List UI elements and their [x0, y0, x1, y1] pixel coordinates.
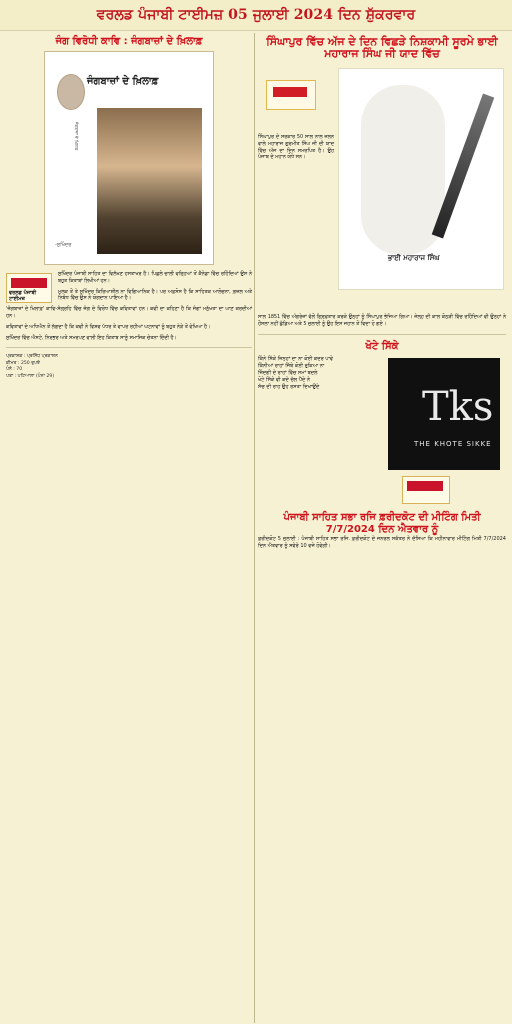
publication-badge — [6, 273, 52, 303]
poem-line: ਖੋਟੇ ਸਿੱਕੇ ਵੀ ਕਦੇ ਚੱਲ ਪੈਂਦੇ ਨੇ — [258, 376, 311, 383]
right-column — [258, 33, 506, 550]
khote-title: THE KHOTE SIKKE — [414, 439, 492, 448]
paragraph: ਕਵਿਤਾਵਾਂ ਦੇ ਅਧਿਐਨ ਤੋਂ ਲੱਗਦਾ ਹੈ ਕਿ ਕਵੀ ਨੇ ਵਿਸ਼ਵ ਪੱਧਰ ਤੇ ਵਾਪਰ ਰਹੀਆਂ ਘਟਨਾਵਾਂ ਨੂੰ ਬਹੁਤ ਨੇੜੇ ਤੋਂ ਵੇਖਿਆ ਹੈ। — [6, 323, 211, 330]
war-image — [97, 108, 202, 254]
publication-details — [6, 354, 252, 380]
paragraph: 'ਜੰਗਬਾਜ਼ਾਂ ਦੇ ਖ਼ਿਲਾਫ਼' ਕਾਵਿ-ਸੰਗ੍ਰਹਿ ਵਿੱਚ ਜੰਗ ਦੇ ਵਿਰੋਧ ਵਿੱਚ ਕਵਿਤਾਵਾਂ ਹਨ। ਕਵੀ ਦਾ ਕਹਿਣਾ ਹੈ ਕਿ ਜੰਗਾਂ ਮਨੁੱਖਤਾ ਦਾ ਘਾਣ ਕਰਦੀਆਂ ਹਨ। — [6, 306, 252, 319]
book-spine: ਜੰਗਬਾਜ਼ਾਂ ਦੇ ਖ਼ਿਲਾਫ਼ — [74, 122, 79, 151]
detail-line: ਪ੍ਰਕਾਸ਼ਕ : ਪ੍ਰਸਿੱਧ ਪ੍ਰਕਾਸ਼ਨ — [6, 354, 58, 360]
poem-line: ਕਿੰਨੇ ਸਿੱਕੇ ਜਿਨ੍ਹਾਂ ਦਾ ਨਾ ਕੋਈ ਕਦਰ ਪਾਵੇ — [258, 355, 334, 362]
right-heading: ਸਿੰਘਾਪੁਰ ਵਿੱਚ ਅੱਜ ਦੇ ਦਿਨ ਵਿਛੜੇ ਨਿਸ਼ਕਾਮੀ ਸੂਰਮੇ ਭਾਈ ਮਹਾਰਾਜ ਸਿੰਘ ਜੀ ਯਾਦ ਵਿੱਚ — [266, 35, 498, 60]
badge-text: ਵਰਲਡ ਪੰਜਾਬੀ ਟਾਈਮਜ਼ — [9, 290, 37, 302]
paragraph: ਸੁਖਿੰਦਰ ਵਿੱਚ ਐਸਟੇ, ਨਿਰਭਰ ਅਤੇ ਸਮਰਪਣ ਵਾਲੀ ਇਹ ਕਿਤਾਬ ਸਾਨੂੰ ਸਮਾਜਿਕ ਚੇਤਨਾ ਦਿੰਦੀ ਹੈ। — [6, 334, 177, 341]
detail-line: ਪੰਨੇ : 70 — [6, 367, 23, 373]
masthead-title: ਵਰਲਡ ਪੰਜਾਬੀ ਟਾਈਮਜ਼ 05 ਜੁਲਾਈ 2024 ਦਿਨ ਸ਼ੁੱਕਰਵਾਰ — [96, 7, 416, 23]
left-column — [6, 33, 252, 380]
divider — [6, 347, 252, 348]
detail-line: ਪਤਾ : ਪਟਿਆਲਾ (ਪੰਨਾ 29) — [6, 373, 54, 379]
left-heading: ਜੰਗ ਵਿਰੋਧੀ ਕਾਵਿ : ਜੰਗਬਾਜ਼ਾਂ ਦੇ ਖ਼ਿਲਾਫ਼ — [55, 36, 203, 47]
hero-badge-inner — [273, 87, 307, 97]
author-photo — [57, 74, 85, 110]
khote-mark: Tks — [422, 383, 494, 430]
paragraph: ਸੁਖਿੰਦਰ ਪੰਜਾਬੀ ਸਾਹਿਤ ਦਾ ਵਿਲੱਖਣ ਹਸਤਾਖਰ ਹੈ। ਪਿਛਲੇ ਚਾਲੀ ਵਰ੍ਹਿਆਂ ਤੋਂ ਕੈਨੇਡਾ ਵਿੱਚ ਰਹਿੰਦਿਆਂ ਉਸ ਨੇ ਬਹੁਤ ਕਿਤਾਬਾਂ ਲਿਖੀਆਂ ਹਨ। — [58, 271, 252, 284]
hero-section — [258, 64, 506, 314]
faridkot-meeting-text: ਫ਼ਰੀਦਕੋਟ 5 ਜੁਲਾਈ : ਪੰਜਾਬੀ ਸਾਹਿਤ ਸਭਾ ਰਜਿ. ਫ਼ਰੀਦਕੋਟ ਦੇ ਜਨਰਲ ਸਕੱਤਰ ਨੇ ਦੱਸਿਆ ਕਿ ਮਹੀਨਾਵਾਰ ਮੀਟਿੰਗ ਮਿਤੀ 7/7/2024 ਦਿਨ ਐਤਵਾਰ ਨੂੰ ਸਵੇਰੇ 10 ਵਜੇ ਹੋਵੇਗੀ। — [258, 535, 506, 549]
badge-red-block — [11, 278, 47, 288]
poem-line: ਜ਼ਿੰਦਗੀ ਦੇ ਰਾਹਾਂ ਵਿੱਚ ਸਮਾਂ ਬਦਲੇ — [258, 369, 318, 376]
column-divider — [254, 33, 255, 1023]
detail-line: ਕੀਮਤ : 250 ਰੁਪਏ — [6, 360, 41, 366]
portrait-name: ਭਾਈ ਮਹਾਰਾਜ ਸਿੰਘ — [388, 254, 440, 262]
poem-line: ਸੱਚ ਦੀ ਰਾਹ ਉਹ ਰਸਤਾ ਦਿਖਾਉਂਦੇ — [258, 383, 320, 390]
section-khote-title: ਖੋਟੇ ਸਿੱਕੇ — [365, 340, 399, 352]
book-cover — [44, 51, 214, 265]
khote-sikke-logo — [388, 358, 500, 470]
paragraph: ਮੁਲਕ ਤੋਂ ਤੇ ਸੁਖਿੰਦਰ ਕਿਰਿਆਸ਼ੀਲ ਨਾ ਵਿਗਿਆਨਿਕ ਹੈ। ਪਰ ਅਫ਼ਸੋਸ ਹੈ ਕਿ ਸਾਹਿਤਕ ਆਲੋਚਨਾ, ਗ਼ਜ਼ਲ ਅਤੇ ਨਿਬੰਧ ਵਿੱਚ ਉਸ ਨੇ ਯੋਗਦਾਨ ਪਾਇਆ ਹੈ। — [58, 288, 252, 302]
poem-line: ਕਿੰਨੀਆਂ ਰਾਹਾਂ ਜਿੱਥੇ ਕੋਈ ਰੁਕਿਆ ਨਾ — [258, 362, 325, 369]
right-article: ਸਾਲ 1851 ਵਿੱਚ ਅੰਗਰੇਜ਼ਾਂ ਵੱਲੋਂ ਗ੍ਰਿਫ਼ਤਾਰ ਕਰਕੇ ਉਨ੍ਹਾਂ ਨੂੰ ਸਿੰਘਾਪੁਰ ਭੇਜਿਆ ਗਿਆ। ਜੇਲ੍ਹ ਦੀ ਕਾਲ ਕੋਠੜੀ ਵਿੱਚ ਰਹਿੰਦਿਆਂ ਵੀ ਉਨ੍ਹਾਂ ਨੇ ਹੌਸਲਾ ਨਹੀਂ ਛੱਡਿਆ ਅਤੇ 5 ਜੁਲਾਈ ਨੂੰ ਉਹ ਇਸ ਜਹਾਨ ਤੋਂ ਵਿਦਾ ਹੋ ਗਏ। — [258, 314, 506, 327]
poem — [258, 356, 368, 391]
book-title: ਜੰਗਬਾਜ਼ਾਂ ਦੇ ਖ਼ਿਲਾਫ਼ — [87, 76, 159, 87]
book-author: -ਸੁਖਿੰਦਰ — [55, 242, 72, 248]
faridkot-meeting-title: ਪੰਜਾਬੀ ਸਾਹਿਤ ਸਭਾ ਰਜਿ ਫ਼ਰੀਦਕੋਟ ਦੀ ਮੀਟਿੰਗ ਮਿਤੀ 7/7/2024 ਦਿਨ ਐਤਵਾਰ ਨੂੰ — [283, 511, 481, 535]
divider — [258, 334, 506, 335]
badge-red-block — [407, 481, 443, 491]
lower-badge — [402, 476, 450, 504]
masthead — [0, 0, 512, 31]
hero-intro: ਸਿੰਘਾਪੁਰ ਦੇ ਸਰਕਾਰ 50 ਸਾਲ ਨਾਲ ਜਲਨ ਵਾਲੇ ਮਹਾਰਾਜ ਗੁਰਮੀਤ ਸਿੰਘ ਜੀ ਦੀ ਯਾਦ ਵਿੱਚ ਅੱਜ ਦਾ ਦਿਨ ਸਮਰਪਿਤ ਹੈ। ਉਹ ਪੰਜਾਬ ਦੇ ਮਹਾਨ ਯੋਧੇ ਸਨ। — [258, 134, 334, 161]
hero-badge — [266, 80, 316, 110]
